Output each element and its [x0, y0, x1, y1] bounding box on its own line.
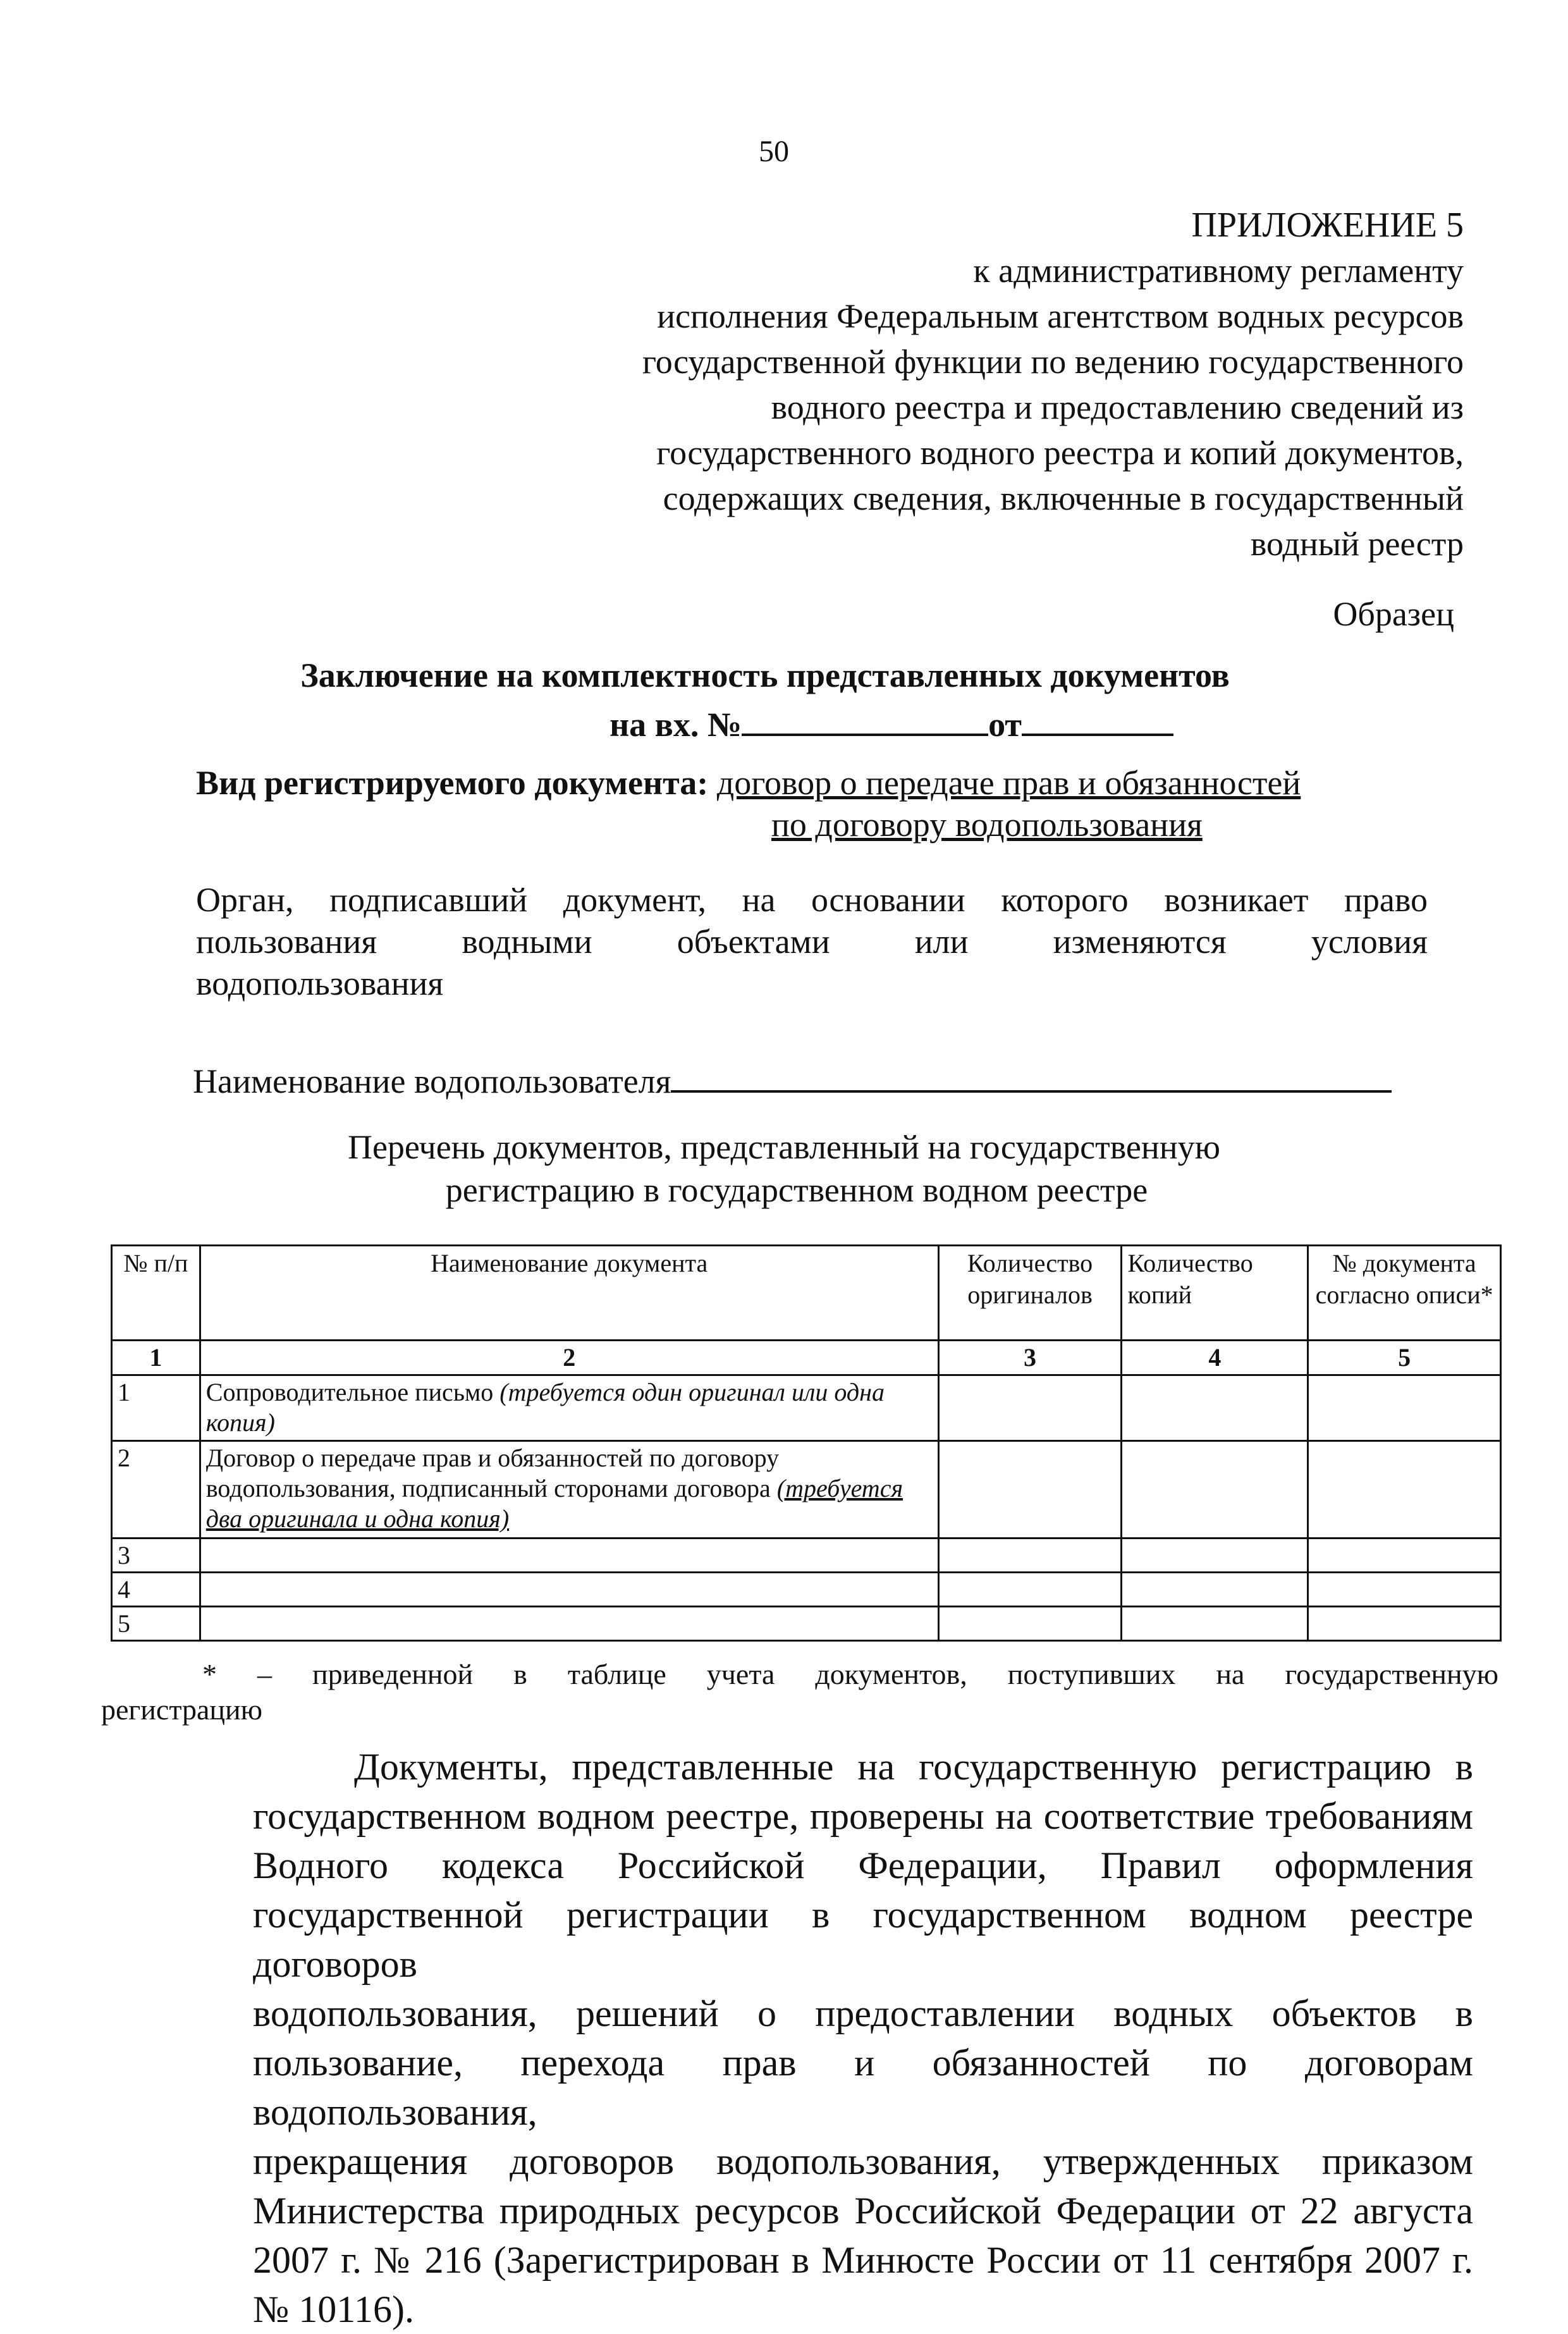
column-number: 1	[112, 1341, 200, 1375]
header-inventory-number: № документа согласно описи*	[1308, 1246, 1501, 1341]
row-document-name	[200, 1375, 938, 1441]
footnote-line: регистрацию	[101, 1693, 262, 1726]
signing-authority	[196, 879, 1428, 1004]
row-inventory-cell	[1308, 1607, 1501, 1641]
column-number: 4	[1122, 1341, 1308, 1375]
row-document-name	[200, 1573, 938, 1607]
conclusion-title: Заключение на комплектность представленных документов	[300, 656, 1230, 694]
appendix-title: ПРИЛОЖЕНИЕ 5	[1191, 206, 1464, 245]
appendix-header	[579, 202, 1464, 567]
appendix-line: к административному регламенту	[973, 252, 1464, 290]
incoming-number-line	[0, 699, 1568, 749]
row-document-title: Договор о передаче прав и обязанностей по договору водопользования, подписанный сторонами договора	[205, 1444, 780, 1502]
appendix-line: содержащих сведения, включенные в государственный	[663, 479, 1464, 517]
row-copies-cell	[1122, 1441, 1308, 1539]
signing-authority-line: Орган, подписавший документ, на основании которого возникает право	[196, 881, 1428, 919]
water-user-label: Наименование водопользователя	[193, 1062, 671, 1100]
signing-authority-line: водопользования	[196, 964, 444, 1002]
date-blank	[1022, 699, 1173, 736]
row-inventory-cell	[1308, 1573, 1501, 1607]
row-number: 1	[112, 1375, 200, 1441]
document-type-value-continued: по договору водопользования	[771, 806, 1203, 844]
paragraph-line: водопользования, решений о предоставлении водных объектов в	[253, 1993, 1473, 2034]
row-number: 5	[112, 1607, 200, 1641]
row-document-name	[200, 1607, 938, 1641]
row-number: 3	[112, 1539, 200, 1573]
document-type-label: Вид регистрируемого документа:	[196, 764, 709, 802]
documents-table	[111, 1244, 1502, 1642]
table-footnote	[101, 1657, 1498, 1728]
row-originals-cell	[938, 1441, 1122, 1539]
row-inventory-cell	[1308, 1539, 1501, 1573]
paragraph-line: 2007 г. № 216 (Зарегистрирован в Минюсте России от 11 сентября 2007 г.	[253, 2239, 1473, 2281]
paragraph-line: государственном водном реестре, проверены на соответствие требованиям	[253, 1795, 1473, 1837]
paragraph-line: Министерства природных ресурсов Российской Федерации от 22 августа	[253, 2190, 1473, 2232]
footnote-line: * – приведенной в таблице учета документов, поступивших на государственную	[202, 1658, 1498, 1690]
header-copies: Количество копий	[1122, 1246, 1308, 1341]
row-originals-cell	[938, 1573, 1122, 1607]
header-document-name: Наименование документа	[200, 1246, 938, 1341]
row-originals-cell	[938, 1607, 1122, 1641]
table-row	[112, 1375, 1501, 1441]
row-document-note: (требуется два оригинала и одна копия)	[205, 1474, 903, 1533]
incoming-number-blank	[742, 699, 988, 736]
water-user-field	[193, 1056, 1392, 1101]
appendix-line: государственной функции по ведению государственного	[642, 343, 1464, 381]
incoming-number-label: на вх. №	[609, 706, 742, 744]
list-title-line: регистрацию в государственном водном реестре	[445, 1171, 1148, 1209]
row-inventory-cell	[1308, 1441, 1501, 1539]
appendix-line: государственного водного реестра и копий документов,	[656, 434, 1464, 472]
page-number: 50	[759, 135, 789, 168]
date-label: от	[988, 706, 1022, 744]
row-document-title: Сопроводительное письмо	[205, 1378, 500, 1406]
row-copies-cell	[1122, 1539, 1308, 1573]
paragraph-line: государственной регистрации в государственном водном реестре договоров	[253, 1894, 1473, 1985]
verification-paragraph	[253, 1742, 1473, 2334]
row-copies-cell	[1122, 1375, 1308, 1441]
row-document-note: (требуется один оригинал или одна копия)	[205, 1378, 885, 1437]
paragraph-line: № 10116).	[253, 2288, 414, 2330]
list-title	[0, 1126, 1568, 1212]
row-document-name	[200, 1539, 938, 1573]
sample-label: Образец	[1333, 595, 1454, 633]
appendix-line: водный реестр	[1250, 525, 1464, 563]
water-user-blank	[671, 1056, 1392, 1093]
header-originals: Количество оригиналов	[938, 1246, 1122, 1341]
row-copies-cell	[1122, 1607, 1308, 1641]
row-originals-cell	[938, 1375, 1122, 1441]
paragraph-line: пользование, перехода прав и обязанностей по договорам водопользования,	[253, 2042, 1473, 2133]
conclusion-heading	[0, 651, 1568, 749]
table-row	[112, 1607, 1501, 1641]
document-type-value: договор о передаче прав и обязанностей	[716, 764, 1301, 802]
list-title-line: Перечень документов, представленный на государственную	[347, 1128, 1221, 1166]
document-type	[196, 762, 1429, 845]
signing-authority-line: пользования водными объектами или изменяются условия	[196, 923, 1428, 961]
table-row	[112, 1539, 1501, 1573]
row-inventory-cell	[1308, 1375, 1501, 1441]
paragraph-line: Водного кодекса Российской Федерации, Правил оформления	[253, 1845, 1473, 1886]
column-number: 3	[938, 1341, 1122, 1375]
row-number: 4	[112, 1573, 200, 1607]
column-number: 2	[200, 1341, 938, 1375]
appendix-line: исполнения Федеральным агентством водных ресурсов	[657, 297, 1464, 335]
row-originals-cell	[938, 1539, 1122, 1573]
table-row	[112, 1573, 1501, 1607]
paragraph-line: Документы, представленные на государственную регистрацию в	[354, 1746, 1473, 1788]
row-number: 2	[112, 1441, 200, 1539]
header-number: № п/п	[112, 1246, 200, 1341]
row-copies-cell	[1122, 1573, 1308, 1607]
paragraph-line: прекращения договоров водопользования, утвержденных приказом	[253, 2141, 1473, 2182]
row-document-name	[200, 1441, 938, 1539]
table-row	[112, 1441, 1501, 1539]
column-number: 5	[1308, 1341, 1501, 1375]
appendix-line: водного реестра и предоставлению сведений из	[771, 388, 1464, 426]
